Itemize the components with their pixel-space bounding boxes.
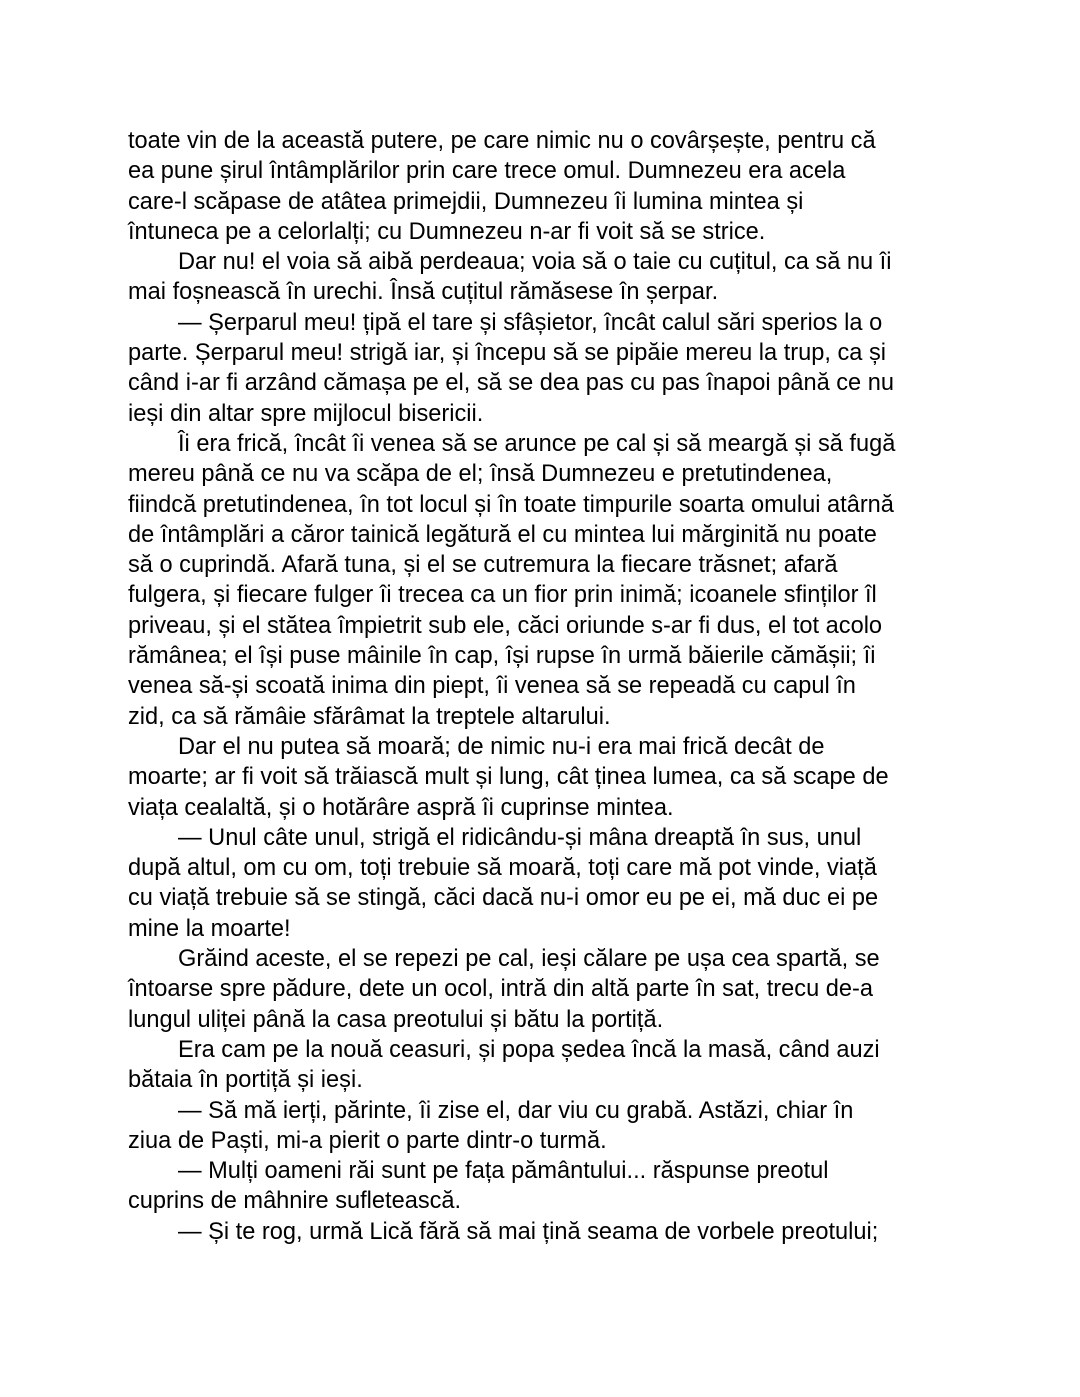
text-line: lungul uliței până la casa preotului și bătu la portiță. (128, 1006, 664, 1033)
text-line: ieși din altar spre mijlocul bisericii. (128, 400, 484, 427)
paragraph-first-line: Îi era frică, încât îi venea să se arunce pe cal și să meargă și să fugă (178, 430, 896, 457)
text-line: întuneca pe a celorlalți; cu Dumnezeu n-ar fi voit să se strice. (128, 218, 766, 245)
paragraph-first-line: Dar nu! el voia să aibă perdeaua; voia să o taie cu cuțitul, ca să nu îi (178, 249, 892, 276)
text-line: bătaia în portiță și ieși. (128, 1067, 363, 1094)
text-line: priveau, și el stătea împietrit sub ele, căci oriunde s-ar fi dus, el tot acolo (128, 612, 883, 639)
text-line: când i-ar fi arzând cămașa pe el, să se dea pas cu pas înapoi până ce nu (128, 370, 894, 397)
text-line: venea să-și scoată inima din piept, îi venea să se repeadă cu capul în (128, 673, 856, 700)
text-line: ea pune șirul întâmplărilor prin care trece omul. Dumnezeu era acela (128, 158, 846, 185)
text-line: fulgera, și fiecare fulger îi trecea ca un fior prin inimă; icoanele sfinților îl (128, 582, 877, 609)
text-line: să o cuprindă. Afară tuna, și el se cutremura la fiecare trăsnet; afară (128, 552, 838, 579)
text-line: mereu până ce nu va scăpa de el; însă Dumnezeu e pretutindenea, (128, 461, 833, 488)
text-line: care-l scăpase de atâtea primejdii, Dumnezeu îi lumina mintea și (128, 188, 804, 215)
text-line: rămânea; el își puse mâinile în cap, își rupse în urmă băierile cămășii; îi (128, 643, 876, 670)
paragraph-first-line: Era cam pe la nouă ceasuri, și popa ședea încă la masă, când auzi (178, 1036, 880, 1063)
paragraph-first-line: Dar el nu putea să moară; de nimic nu-i era mai frică decât de (178, 733, 825, 760)
paragraph-first-line: — Mulți oameni răi sunt pe fața pământului... răspunse preotul (178, 1158, 829, 1185)
text-line: moarte; ar fi voit să trăiască mult și lung, cât ținea lumea, ca să scape de (128, 764, 889, 791)
text-line: mine la moarte! (128, 915, 291, 942)
text-line: de întâmplări a căror tainică legătură el cu mintea lui mărginită nu poate (128, 521, 877, 548)
text-line: toate vin de la această putere, pe care nimic nu o covârșește, pentru că (128, 128, 876, 154)
paragraph-first-line: — Și te rog, urmă Lică fără să mai țină seama de vorbele preotului; (178, 1218, 879, 1245)
text-line: mai foșnească în urechi. Însă cuțitul rămăsese în șerpar. (128, 279, 719, 306)
paragraph-first-line: Grăind aceste, el se repezi pe cal, ieși călare pe ușa cea spartă, se (178, 946, 880, 973)
text-line: fiindcă pretutindenea, în tot locul și în toate timpurile soarta omului atârnă (128, 491, 894, 518)
text-line: întoarse spre pădure, dete un ocol, intră din altă parte în sat, trecu de-a (128, 976, 873, 1003)
text-line: cu viață trebuie să se stingă, căci dacă nu-i omor eu pe ei, mă duc ei pe (128, 885, 879, 912)
text-line: ziua de Paști, mi-a pierit o parte dintr-o turmă. (128, 1127, 607, 1154)
paragraph-first-line: — Șerparul meu! țipă el tare și sfâșietor, încât calul sări sperios la o (178, 309, 883, 336)
text-line: zid, ca să rămâie sfărâmat la treptele altarului. (128, 703, 611, 730)
paragraph-first-line: — Unul câte unul, strigă el ridicându-și mâna dreaptă în sus, unul (178, 824, 862, 851)
paragraph-first-line: — Să mă ierți, părinte, îi zise el, dar viu cu grabă. Astăzi, chiar în (178, 1097, 854, 1124)
text-line: cuprins de mâhnire sufletească. (128, 1188, 462, 1215)
text-line: după altul, om cu om, toți trebuie să moară, toți care mă pot vinde, viață (128, 855, 877, 882)
text-line: viața cealaltă, și o hotărâre aspră îi cuprinse mintea. (128, 794, 674, 821)
document-body (128, 126, 968, 1247)
text-line: parte. Șerparul meu! strigă iar, și începu să se pipăie mereu la trup, ca și (128, 340, 886, 367)
